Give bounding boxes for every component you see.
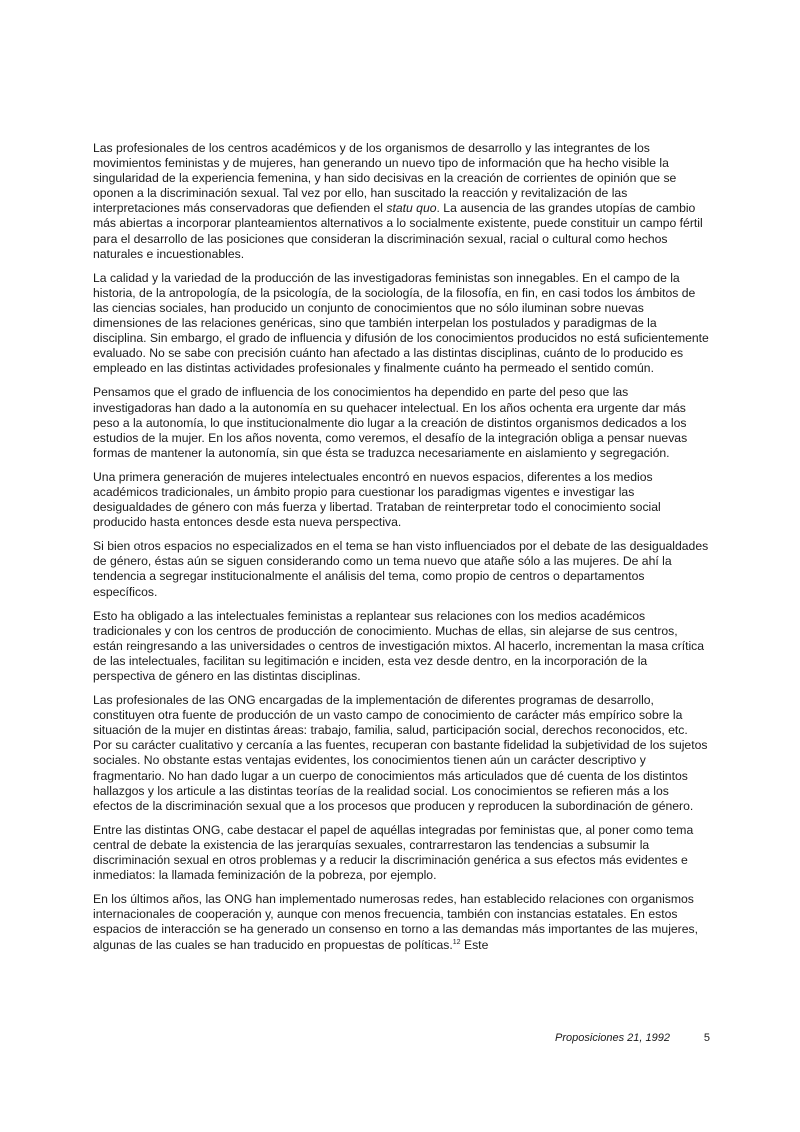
paragraph-3: Pensamos que el grado de influencia de los conocimientos ha dependido en parte del peso que las investigadoras han dado a la autonomía en su quehacer intelectual. En los años ochenta era urgente dar más peso a la autonomía, lo que institucionalmente dio lugar a la creación de distintos organismos dedicados a los estudios de la mujer. En los años noventa, como veremos, el desafío de la integración obliga a pensar nuevas formas de mantener la autonomía, sin que ésta se traduzca necesariamente en aislamiento y segregación. — [93, 385, 688, 460]
paragraph-8: Entre las distintas ONG, cabe destacar el papel de aquéllas integradas por feministas que, al poner como tema central de debate la existencia de las jerarquías sexuales, contrarrestaron las tendencias a subsumir la discriminación sexual en otros problemas y a reducir la discriminación genérica a sus efectos más evidentes e inmediatos: la llamada feminización de la pobreza, por ejemplo. — [93, 822, 694, 883]
footnote-marker: 12 — [452, 938, 461, 946]
paragraph-1 — [93, 141, 710, 262]
paragraph-9 — [93, 892, 710, 952]
paragraph-2: La calidad y la variedad de la producción de las investigadoras feministas son innegables. En el campo de la historia, de la antropología, de la psicología, de la sociología, de la filosofía, en fin, en casi todos los ámbitos de las ciencias sociales, han producido un conjunto de conocimientos que no sólo iluminan sobre nuevas dimensiones de las relaciones genéricas, sino que también interpelan los postulados y paradigmas de la disciplina. Sin embargo, el grado de influencia y difusión de los conocimientos producidos no está suficientemente evaluado. No se sabe con precisión cuánto han afectado a las distintas disciplinas, cuánto de lo producido es empleado en las distintas actividades profesionales y finalmente cuánto ha permeado el sentido común. — [93, 270, 709, 376]
paragraph-1-text-cont: . La ausencia de las grandes utopías de cambio más abiertas a incorporar planteamientos alternativos a lo socialmente existente, puede constituir un campo fértil para el desarrollo de las posiciones que consideran la discriminación sexual, racial o cultural como hechos naturales e incuestionables. — [93, 201, 703, 261]
paragraph-4: Una primera generación de mujeres intelectuales encontró en nuevos espacios, diferentes a los medios académicos tradicionales, un ámbito propio para cuestionar los paradigmas vigentes e investigar las desigualdades de género con más fuerza y libertad. Trataban de reinterpretar todo el conocimiento social producido hasta entonces desde esta nueva perspectiva. — [93, 469, 661, 530]
page-number: 5 — [703, 1032, 710, 1044]
paragraph-6: Esto ha obligado a las intelectuales feministas a replantear sus relaciones con los medios académicos tradicionales y con los centros de producción de conocimiento. Muchas de ellas, sin alejarse de sus centros, están reingresando a las universidades o centros de investigación mixtos. Al hacerlo, incrementan la masa crítica de las intelectuales, facilitan su legitimación e inciden, esta vez desde dentro, en la incorporación de la perspectiva de género en las distintas disciplinas. — [93, 608, 705, 683]
page-footer — [93, 1032, 710, 1048]
journal-citation: Proposiciones 21, 1992 — [555, 1032, 670, 1044]
paragraph-1-text: Las profesionales de los centros académicos y de los organismos de desarrollo y las integrantes de los movimientos feministas y de mujeres, han generando un nuevo tipo de información que ha hecho visible la singularidad de la experiencia femenina, y han sido decisivas en la creación de corrientes de opinión que se oponen a la discriminación sexual. Tal vez por ello, han suscitado la reacción y revitalización de las interpretaciones más conservadoras que defienden el — [93, 141, 677, 216]
paragraph-5: Si bien otros espacios no especializados en el tema se han visto influenciados por el debate de las desigualdades de género, éstas aún se siguen considerando como un tema nuevo que atañe sólo a las mujeres. De ahí la tendencia a segregar institucionalmente el análisis del tema, como propio de centros o departamentos específicos. — [93, 539, 709, 599]
body-text — [93, 141, 710, 962]
paragraph-9-text: En los últimos años, las ONG han implementado numerosas redes, han establecido relaciones con organismos internacionales de cooperación y, aunque con menos frecuencia, también con instancias estatales. En estos espacios de interacción se ha generado un consenso en torno a las demandas más importantes de las mujeres, algunas de las cuales se han traducido en propuestas de políticas. — [93, 892, 698, 952]
paragraph-9-text-cont: Este — [460, 937, 489, 952]
italic-term: statu quo — [386, 201, 437, 216]
paragraph-7: Las profesionales de las ONG encargadas de la implementación de diferentes programas de desarrollo, constituyen otra fuente de producción de un vasto campo de conocimiento de carácter más empírico sobre la situación de la mujer en distintas áreas: trabajo, familia, salud, participación social, derechos reconocidos, etc. Por su carácter cualitativo y cercanía a las fuentes, recuperan con bastante fidelidad la subjetividad de los sujetos sociales. No obstante estas ventajas evidentes, los conocimientos tienen aún un carácter descriptivo y fragmentario. No han dado lugar a un cuerpo de conocimientos más articulados que dé cuenta de los distintos hallazgos y los articule a las distintas teorías de la realidad social. Los conocimientos se refieren más a los efectos de la discriminación sexual que a los procesos que producen y reproducen la subordinación de género. — [93, 693, 708, 813]
